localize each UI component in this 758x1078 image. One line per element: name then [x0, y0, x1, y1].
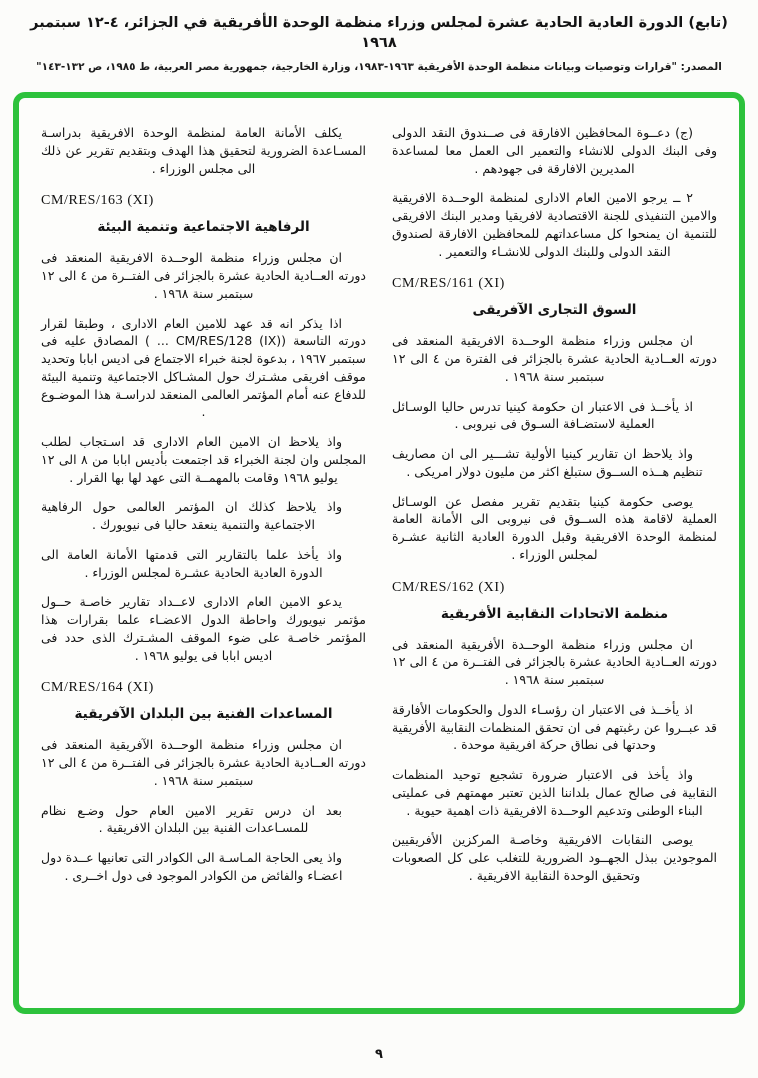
section-heading: الرفاهية الاجتماعية وتنمية البيئة: [97, 219, 310, 236]
paragraph: ان مجلس وزراء منظمة الوحــدة الأفريقية المنعقد فى دورته العــادية الحادية عشرة بالجزائر فى الفتــرة من ٤ الى ١٢ سبتمبر سنة ١٩٦٨ .: [392, 636, 717, 687]
paragraph: واذ يلاحظ ان تقارير كينيا الأولية تشـــير الى ان مصاريف تنظيم هــذه الســوق ستبلغ اكثر من مليون دولار امريكى .: [392, 446, 703, 479]
section-heading: السوق التجارى الآفريقى: [472, 302, 637, 319]
paragraph: يوصى حكومة كينيا بتقديم تقرير مفصل عن الوسـائل العملية لاقامة هذه الســوق فى نيروبى الى الأمانة العامة لمنظمة الوحدة الافريقية وقبل الدورة العادية الثانية عشـرة لمجلس الوزراء .: [392, 493, 717, 562]
paragraph: يكلف الأمانة العامة لمنظمة الوحدة الافريقية بدراسـة المسـاعدة الضرورية لتحقيق هذا الهدف وبتقديم تقرير عن ذلك الى مجلس الوزراء .: [41, 125, 366, 176]
resolution-code: CM/RES/161 (XI): [392, 276, 505, 292]
paragraph: اذ يأخــذ فى الاعتبار ان حكومة كينيا تدرس حاليا الوسـائل العملية لاستضـافة السـوق فى نيروبى .: [392, 398, 693, 432]
green-border-frame: [13, 92, 745, 1014]
page-header: [0, 0, 758, 73]
paragraph: واذ يلاحظ كذلك ان المؤتمر العالمى حول الرفاهية الاجتماعية والتنمية ينعقد حاليا فى نيويورك .: [41, 499, 342, 532]
paragraph: واذ يأخذ فى الاعتبار ضرورة تشجيع توحيد المنظمات النقابية فى صالح عمال بلداننا الذين تعتبر مهمتهم فى عمليتى البناء الوطنى وتدعيم الوحــدة الافريقية ذات اهمية حيوية .: [392, 767, 717, 818]
paragraph: اذا يذكر انه قد عهد للامين العام الادارى ، وطبقا لقرار دورته التاسعة (CM/RES/128 (IX) ... ) المصادق عليه فى سبتمبر ١٩٦٧ ، بدعوة لجنة خبراء الاجتماع فى اديس ابابا وتحديد موقف افريقى مشـترك حول المشـاكل الاجتماعية وتنمية البيئة للدفاع عنه أمام المؤتمر العالمى المنعقد لدراسـة هذا الموضـوع .: [41, 315, 366, 420]
paragraph: بعد ان درس تقرير الامين العام حول وضـع نظام للمسـاعدات الفنية بين البلدان الافريقية .: [41, 802, 342, 836]
paragraph: يوصى النقابات الافريقية وخاصـة المركزين الأفريقيين الموجودين ببذل الجهــود الضرورية للتغلب على كل الصعوبات وتحقيق الوحدة النقابية الافريقية .: [392, 832, 717, 883]
paragraph: ٢ ــ يرجو الامين العام الادارى لمنظمة الوحــدة الافريقية والامين التنفيذى للجنة الاقتصادية لافريقيا ومدير البنك الافريقى للتنمية ان يمنحوا كل مساعداتهم للمحافظين الافارقة لصندوق النقد الدولى وللبنك الدولى للانشـاء والتعمير .: [392, 190, 717, 259]
paragraph: واذ يأخذ علما بالتقارير التى قدمتها الأمانة العامة الى الدورة العادية الحادية عشـرة لمجلس الوزراء .: [41, 546, 342, 580]
paragraph: واذ يلاحظ ان الامين العام الادارى قد اسـتجاب لطلب المجلس وان لجنة الخبراء قد اجتمعت بأديس ابابا من ٨ الى ١٢ يوليو ١٩٦٨ وقامت بالمهمــة التى عهد لها بها القرار .: [41, 434, 367, 485]
paragraph: واذ يعى الحاجة المـاسـة الى الكوادر التى تعانيها عــدة دول اعضـاء والفائض من الكوادر الموجود فى دول اخــرى .: [41, 850, 343, 883]
two-column-text: [19, 98, 739, 897]
column-right: [392, 124, 717, 897]
resolution-code: CM/RES/162 (XI): [392, 579, 505, 595]
paragraph: (ج) دعــوة المحافظين الافارقة فى صــندوق النقد الدولى وفى البنك الدولى للانشاء والتعمير الى العمل معا لمساعدة المديرين الافارقة فى جهودهم .: [392, 125, 717, 176]
section-heading: المساعدات الفنية بين البلدان الآفريقية: [74, 706, 333, 723]
document-title: (تابع) الدورة العادية الحادية عشرة لمجلس وزراء منظمة الوحدة الأفريقية في الجزائر، ٤-١٢ سبتمبر ١٩٦٨: [30, 15, 728, 51]
source-citation: المصدر: "قرارات وتوصيات وبيانات منظمة الوحدة الأفريقية ١٩٦٣-١٩٨٣، وزارة الخارجية، جمهورية مصر العربية، ط ١٩٨٥، ص ١٣٢-١٤٣": [36, 61, 722, 74]
page-number: ٩: [375, 1047, 383, 1062]
paragraph: ان مجلس وزراء منظمة الوحــدة الآفريقية المنعقد فى دورته العــادية الحادية عشرة بالجزائر فى الفتــرة من ٤ الى ١٢ سبتمبر سنة ١٩٦٨ .: [41, 737, 366, 788]
paragraph: يدعو الامين العام الادارى لاعــداد تقارير خاصـة حــول مؤتمر نيويورك واحاطة الدول الاعضـاء علما بقرارات هذا المؤتمر خاصـة على ضوء الموقف المشـترك الذى حدد فى اديس ابابا فى يوليو ١٩٦٨ .: [41, 594, 366, 663]
section-heading: منظمة الاتحادات النقابية الأفريقية: [440, 605, 669, 622]
resolution-code: CM/RES/163 (XI): [41, 193, 154, 209]
paragraph: ان مجلس وزراء منظمة الوحــدة الافريقية المنعقد فى دورته العــادية الحادية عشرة بالجزائر فى الفتــرة من ٤ الى ١٢ سبتمبر سنة ١٩٦٨ .: [41, 250, 366, 301]
paragraph: ان مجلس وزراء منظمة الوحــدة الافريقية المنعقد فى دورته العــادية الحادية عشرة بالجزائر فى الفترة من ٤ الى ١٢ سبتمبر سنة ١٩٦٨ .: [392, 333, 717, 384]
column-left: [41, 124, 366, 897]
paragraph: اذ يأخــذ فى الاعتبار ان رؤسـاء الدول والحكومات الأفارقة قد عبــروا عن رغبتهم فى ان تحقق المنظمات النقابية الأفريقية وحدتها فى نطاق حركة افريقية موحدة .: [392, 701, 717, 753]
resolution-code: CM/RES/164 (XI): [41, 680, 154, 696]
